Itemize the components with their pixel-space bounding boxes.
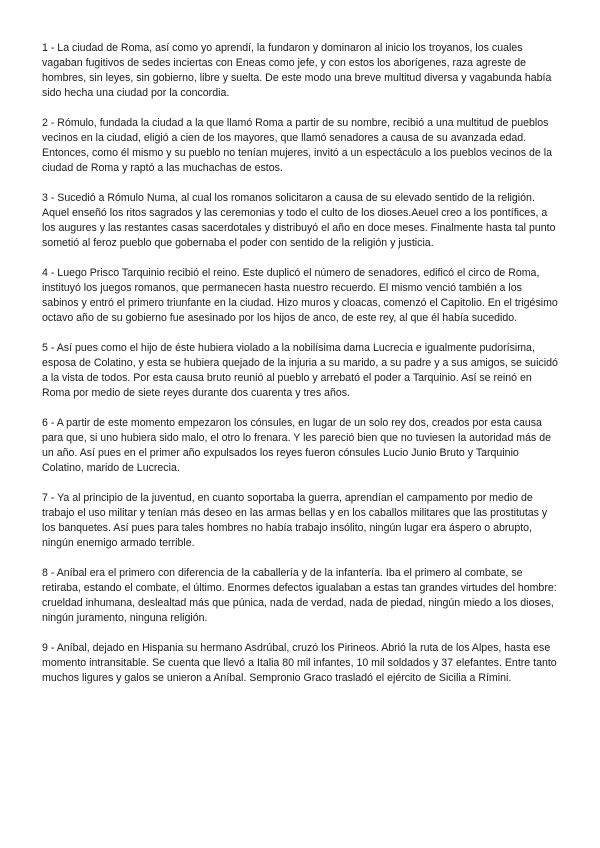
- paragraph-5: 5 - Así pues como el hijo de éste hubiera violado a la nobilísima dama Lucrecia e igualmente pudorísima, esposa de Colatino, y esta se hubiera quejado de la injuria a su marido, a su padre y a sus amigos, se suicidó a la vista de todos. Por esta causa bruto reunió al pueblo y arrebató el poder a Tarquinio. Así se reinó en Roma por medio de siete reyes durante dos cuarenta y tres años.: [42, 342, 558, 399]
- paragraph-9: 9 - Aníbal, dejado en Hispania su hermano Asdrúbal, cruzó los Pirineos. Abrió la ruta de los Alpes, hasta ese momento intransitable. Se cuenta que llevó a Italia 80 mil infantes, 10 mil soldados y 37 elefantes. Entre tanto muchos ligures y galos se unieron a Aníbal. Sempronio Graco trasladó el ejército de Sicilia a Rímini.: [42, 642, 557, 684]
- paragraph-4: 4 - Luego Prisco Tarquinio recibió el reino. Este duplicó el número de senadores, edificó el circo de Roma, instituyó los juegos romanos, que permanecen hasta nuestro recuerdo. El mismo venció también a los sabinos y entró el primero triunfante en la ciudad. Hizo muros y cloacas, comenzó el Capitolio. En el trigésimo octavo año de su gobierno fue asesinado por los hijos de anco, de este rey, al que él había sucedido.: [42, 267, 558, 324]
- paragraph-7: 7 - Ya al principio de la juventud, en cuanto soportaba la guerra, aprendían el campamento por medio de trabajo el uso militar y tenían más deseo en las armas bellas y en los caballos militares que las prostitutas y los banquetes. Así pues para tales hombres no había trabajo insólito, ningún lugar era áspero o abrupto, ningún enemigo armado terrible.: [42, 492, 548, 549]
- paragraph-8: 8 - Aníbal era el primero con diferencia de la caballería y de la infantería. Iba el primero al combate, se retiraba, estando el combate, el último. Enormes defectos igualaban a estas tan grandes virtudes del hombre: crueldad inhumana, deslealtad más que púnica, nada de verdad, nada de piedad, ningún miedo a los dioses, ningún juramento, ninguna religión.: [42, 567, 557, 624]
- paragraph-6: 6 - A partir de este momento empezaron los cónsules, en lugar de un solo rey dos, creados por esta causa para que, si uno hubiera sido malo, el otro lo frenara. Y les pareció bien que no tuviesen la autoridad más de un año. Así pues en el primer año expulsados los reyes fueron cónsules Lucio Junio Bruto y Tarquinio Colatino, marido de Lucrecia.: [42, 417, 552, 474]
- document-body: [42, 41, 559, 701]
- paragraph-1: 1 - La ciudad de Roma, así como yo aprendí, la fundaron y dominaron al inicio los troyanos, los cuales vagaban fugitivos de sedes inciertas con Eneas como jefe, y con estos los aborígenes, raza agreste de hombres, sin leyes, sin gobierno, libre y suelta. De este modo una breve multitud diversa y vagabunda había sido hecha una ciudad por la concordia.: [42, 42, 552, 99]
- paragraph-2: 2 - Rómulo, fundada la ciudad a la que llamó Roma a partir de su nombre, recibió a una multitud de pueblos vecinos en la ciudad, eligió a cien de los mayores, que llamó senadores a causa de su avanzada edad. Entonces, como él mismo y su pueblo no tenían mujeres, invitó a un espectáculo a los pueblos vecinos de la ciudad de Roma y raptó a las muchachas de estos.: [42, 117, 552, 174]
- paragraph-3: 3 - Sucedió a Rómulo Numa, al cual los romanos solicitaron a causa de su elevado sentido de la religión. Aquel enseñó los ritos sagrados y las ceremonias y todo el culto de los dioses.Aeuel creo a los pontífices, a los augures y las restantes casas sacerdotales y distribuyó el año en doce meses. Finalmente hasta tal punto sometió al feroz pueblo que gobernaba el poder con sentido de la religión y justicia.: [42, 192, 556, 249]
